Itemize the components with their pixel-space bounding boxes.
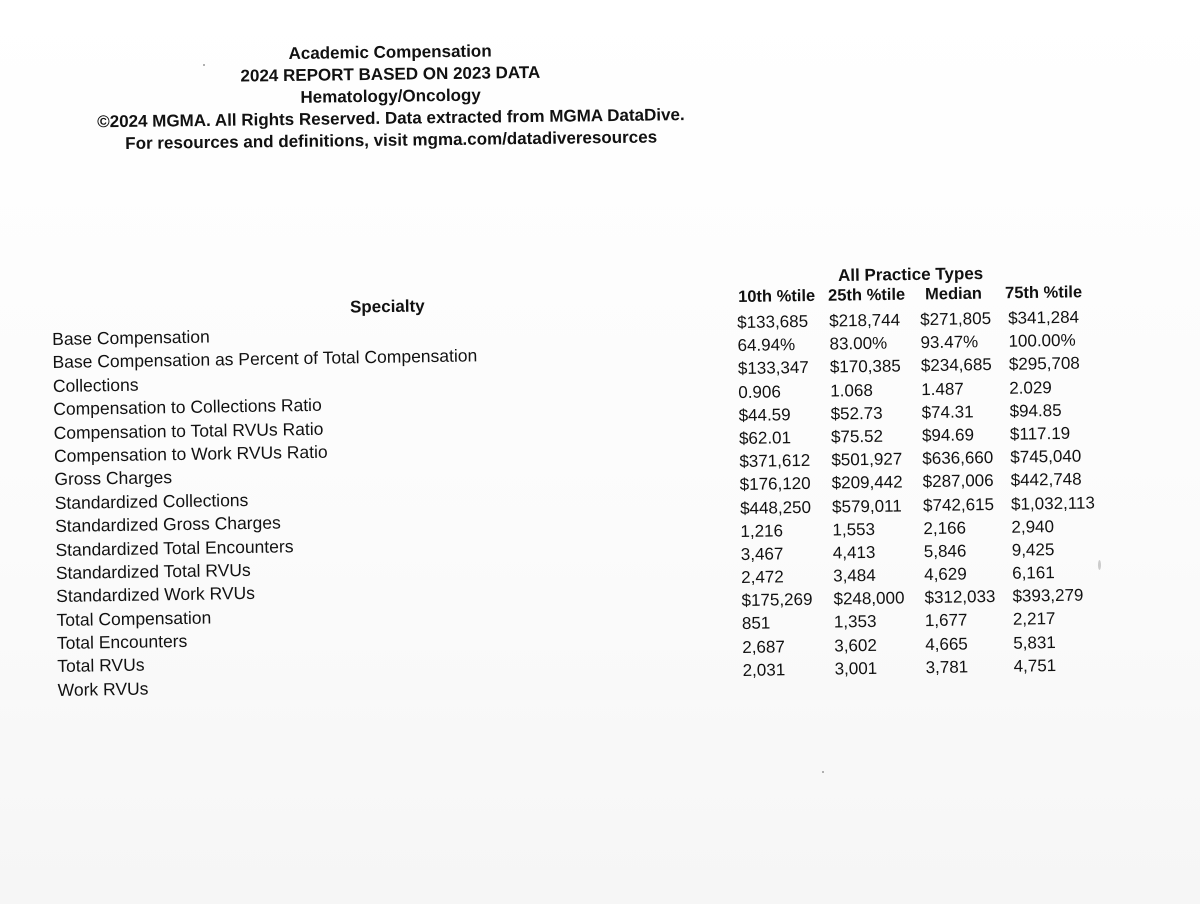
metric-label: Standardized Gross Charges [54,512,281,537]
table-cell: $271,805 [920,309,992,330]
column-header-75th: 75th %tile [1004,283,1083,303]
resources-notice: For resources and definitions, visit mgma.com/datadiveresources [125,127,658,153]
table-cell: 2,217 [1012,609,1056,630]
column-header-25th: 25th %tile [827,285,906,305]
table-cell: 3,602 [834,635,877,656]
table-cell: 5,831 [1013,632,1056,653]
metric-label: Standardized Work RVUs [56,583,256,607]
table-cell: 9,425 [1011,539,1055,560]
table-cell: $448,250 [739,497,812,518]
table-cell: 3,484 [833,565,876,586]
table-cell: $176,120 [739,474,811,495]
table-cell: $75.52 [830,426,884,447]
percentile-column-headers [738,283,1105,307]
table-cell: $745,040 [1010,446,1082,467]
table-cell: $117.19 [1009,423,1071,444]
table-cell: 100.00% [1008,330,1076,351]
table-cell: $133,685 [737,311,809,332]
metric-label: Compensation to Work RVUs Ratio [53,441,328,466]
table-cell: $287,006 [922,471,994,492]
table-cell: 3,001 [834,658,878,679]
table-cell: $312,033 [924,587,996,608]
report-specialty-name: Hematology/Oncology [300,85,481,107]
column-header-median: Median [924,284,983,304]
paper-speck [203,64,205,66]
table-cell: $94.69 [921,425,975,446]
table-cell: $742,615 [922,494,995,515]
table-cell: 1,353 [833,612,877,632]
table-cell: 2,472 [741,567,784,588]
metric-labels [52,320,578,702]
table-cell: 4,413 [832,542,876,563]
table-cell: $62.01 [738,428,792,448]
report-header [40,37,741,156]
table-cell: 6,161 [1012,563,1055,583]
table-cell: 4,665 [925,634,968,654]
table-cell: 0.906 [738,381,781,402]
table-cell: $442,748 [1010,469,1082,491]
paper-speck [1098,560,1101,570]
metric-label: Compensation to Total RVUs Ratio [53,418,324,443]
table-cell: $341,284 [1007,307,1080,328]
table-cell: 2,940 [1011,516,1055,537]
table-cell: 4,629 [924,564,967,585]
report-subtitle: 2024 REPORT BASED ON 2023 DATA [240,62,541,86]
table-cell: 93.47% [920,332,979,353]
table-cell: 83.00% [829,333,888,354]
table-cell: $579,011 [831,495,902,517]
table-cell: $209,442 [831,472,903,493]
table-cell: $234,685 [920,355,992,376]
report-title: Academic Compensation [288,41,492,63]
table-cell: 5,846 [923,541,967,561]
metric-label: Gross Charges [54,467,173,490]
metric-label: Standardized Total Encounters [55,535,294,560]
copyright-notice: ©2024 MGMA. All Rights Reserved. Data extracted from MGMA DataDive. [97,105,685,132]
value-grid [737,305,1124,682]
table-cell: $44.59 [738,404,791,425]
table-cell: $74.31 [921,402,974,422]
table-cell: $371,612 [739,450,811,472]
metric-label: Collections [52,374,139,396]
metric-label: Compensation to Collections Ratio [53,394,322,420]
table-cell: 2,031 [742,660,786,680]
table-cell: 851 [741,613,771,634]
metric-label: Total RVUs [57,655,145,677]
table-cell: $248,000 [833,588,905,609]
table-cell: $501,927 [831,449,903,470]
table-cell: $175,269 [741,590,813,611]
table-cell: 2,166 [923,518,967,538]
practice-types-header: All Practice Types [837,263,984,286]
table-cell: $295,708 [1008,353,1080,375]
metric-label: Base Compensation [52,326,210,349]
table-cell: 1.487 [921,379,964,399]
table-cell: 1,553 [832,519,876,540]
table-cell: 64.94% [737,335,796,356]
table-cell: $393,279 [1012,585,1084,606]
metric-label: Total Encounters [56,630,188,654]
metric-label: Standardized Collections [54,489,249,513]
metric-label: Work RVUs [57,678,149,700]
table-row [742,653,1123,682]
table-cell: $94.85 [1009,400,1062,421]
table-cell: $636,660 [922,448,994,469]
table-cell: 2.029 [1009,377,1052,398]
table-cell: 3,467 [740,544,784,564]
specialty-column-header: Specialty [349,296,425,317]
table-cell: $52.73 [830,403,883,424]
table-cell: $133,347 [737,358,809,379]
table-cell: 1.068 [830,380,873,401]
table-cell: 2,687 [742,636,785,657]
table-cell: 3,781 [925,657,969,677]
table-cell: 4,751 [1013,655,1057,676]
metric-label: Total Compensation [56,607,212,630]
table-cell: 1,677 [924,610,968,631]
metric-label: Standardized Total RVUs [55,559,251,583]
paper-speck [822,771,824,773]
table-cell: 1,216 [740,520,784,541]
table-cell: $218,744 [829,310,901,331]
column-header-10th: 10th %tile [738,286,816,306]
table-cell: $170,385 [829,356,901,377]
metric-label: Base Compensation as Percent of Total Compensation [52,345,478,373]
table-cell: $1,032,113 [1010,492,1096,514]
